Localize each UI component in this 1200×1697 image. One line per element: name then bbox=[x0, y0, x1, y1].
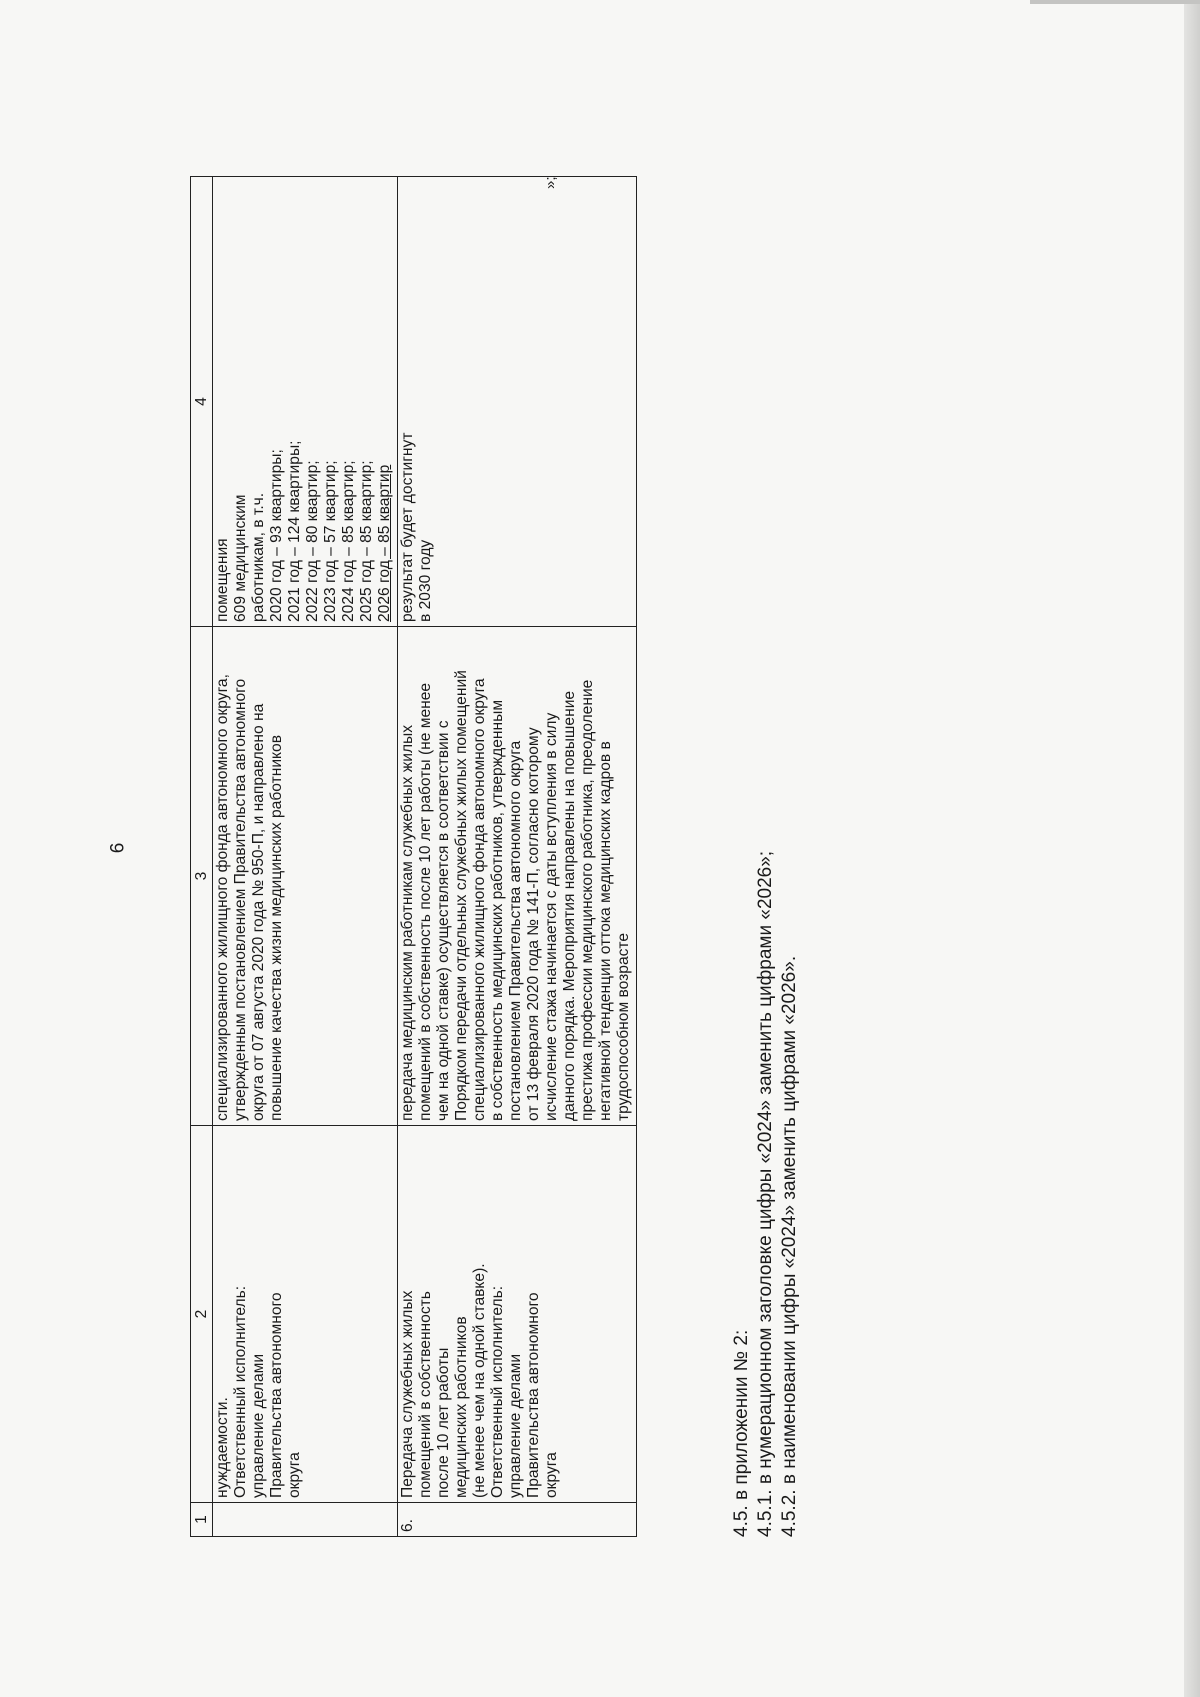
cell-line: медицинских работников bbox=[453, 1316, 470, 1498]
closing-quote-mark: »; bbox=[542, 176, 559, 189]
cell-line: 609 медицинским bbox=[232, 494, 249, 622]
cell-line: престижа профессии медицинского работника, преодоление bbox=[579, 679, 596, 1121]
cell-line: 2023 год – 57 квартир; bbox=[322, 460, 339, 622]
cell-line: управление делами bbox=[250, 1353, 267, 1498]
cell-line: Ответственный исполнитель: bbox=[489, 1285, 506, 1498]
header-col-2: 2 bbox=[191, 1126, 213, 1503]
cell-line: постановлением Правительства автономного округа bbox=[507, 740, 524, 1121]
header-col-3: 3 bbox=[191, 627, 213, 1126]
cell-line: чем на одной ставке) осуществляется в соответствии с bbox=[435, 720, 452, 1121]
cell-line: 2020 год – 93 квартиры; bbox=[268, 449, 285, 622]
cell-line: помещения bbox=[214, 538, 231, 622]
cell-line: в собственность медицинских работников, утвержденным bbox=[489, 699, 506, 1121]
rotated-content bbox=[190, 176, 800, 1537]
cell-line: от 13 февраля 2020 года № 141-П, согласно которому bbox=[525, 727, 542, 1121]
cell-line: специализированного жилищного фонда автономного округа bbox=[471, 678, 488, 1121]
amendment-item: 4.5.1. в нумерационном заголовке цифры «2024» заменить цифрами «2026»; bbox=[755, 850, 776, 1537]
measure-description-cell bbox=[213, 627, 398, 1126]
cell-line: в 2030 году bbox=[417, 539, 434, 622]
measure-description-cell bbox=[398, 627, 637, 1126]
cell-line: повышение качества жизни медицинских работников bbox=[268, 734, 285, 1121]
cell-line: передача медицинским работникам служебных жилых bbox=[399, 724, 416, 1121]
cell-line: 2024 год – 85 квартир; bbox=[340, 460, 357, 622]
cell-line: утвержденным постановлением Правительства автономного bbox=[232, 678, 249, 1121]
measures-table bbox=[190, 176, 637, 1537]
table-row bbox=[213, 177, 398, 1537]
cell-line: исчисление стажа начинается с даты вступления в силу bbox=[543, 712, 560, 1121]
cell-line: нуждаемости. bbox=[214, 1397, 231, 1498]
cell-line: трудоспособном возрасте bbox=[615, 932, 632, 1121]
scan-top-shadow bbox=[1030, 0, 1200, 4]
amendment-item: 4.5. в приложении № 2: bbox=[731, 1329, 752, 1537]
cell-line: результат будет достигнут bbox=[399, 432, 416, 622]
cell-line: специализированного жилищного фонда автономного округа, bbox=[214, 674, 231, 1121]
cell-line: помещений в собственность bbox=[417, 1291, 434, 1498]
header-col-4: 4 bbox=[191, 177, 213, 627]
cell-line: Порядком передачи отдельных служебных жилых помещений bbox=[453, 670, 470, 1121]
cell-line: 2021 год – 124 квартиры; bbox=[286, 440, 303, 622]
header-col-1: 1 bbox=[191, 1503, 213, 1537]
table-row bbox=[398, 177, 637, 1537]
scan-edge-shadow bbox=[1184, 0, 1200, 1697]
measure-name-cell bbox=[398, 1126, 637, 1503]
cell-line: 2026 год – 85 квартир bbox=[376, 464, 393, 622]
cell-line: 2022 год – 80 квартир; bbox=[304, 460, 321, 622]
cell-line: Ответственный исполнитель: bbox=[232, 1285, 249, 1498]
measure-result-cell bbox=[213, 177, 398, 627]
amendments-list bbox=[730, 851, 802, 1537]
row-number bbox=[213, 1503, 398, 1537]
page-number: 6 bbox=[107, 842, 129, 854]
cell-line: 2025 год – 85 квартир; bbox=[358, 460, 375, 622]
cell-line: округа bbox=[543, 1452, 560, 1498]
cell-line: управление делами bbox=[507, 1353, 524, 1498]
cell-line: округа bbox=[286, 1452, 303, 1498]
cell-line: работникам, в т.ч. bbox=[250, 492, 267, 622]
measure-name-cell bbox=[213, 1126, 398, 1503]
cell-line: округа от 07 августа 2020 года № 950-П, и направлено на bbox=[250, 703, 267, 1121]
amendment-item: 4.5.2. в наименовании цифры «2024» заменить цифрами «2026». bbox=[779, 955, 800, 1537]
table-header-row bbox=[191, 177, 213, 1537]
cell-line: негативной тенденции оттока медицинских кадров в bbox=[597, 741, 614, 1121]
cell-line: помещений в собственность после 10 лет работы (не менее bbox=[417, 682, 434, 1121]
cell-line: после 10 лет работы bbox=[435, 1347, 452, 1498]
measure-result-cell bbox=[398, 177, 637, 627]
cell-line: Правительства автономного bbox=[525, 1292, 542, 1498]
cell-line: данного порядка. Мероприятия направлены на повышение bbox=[561, 690, 578, 1121]
cell-line: Передача служебных жилых bbox=[399, 1290, 416, 1498]
cell-line: Правительства автономного bbox=[268, 1292, 285, 1498]
row-number: 6. bbox=[398, 1503, 637, 1537]
cell-line: (не менее чем на одной ставке). bbox=[471, 1263, 488, 1498]
